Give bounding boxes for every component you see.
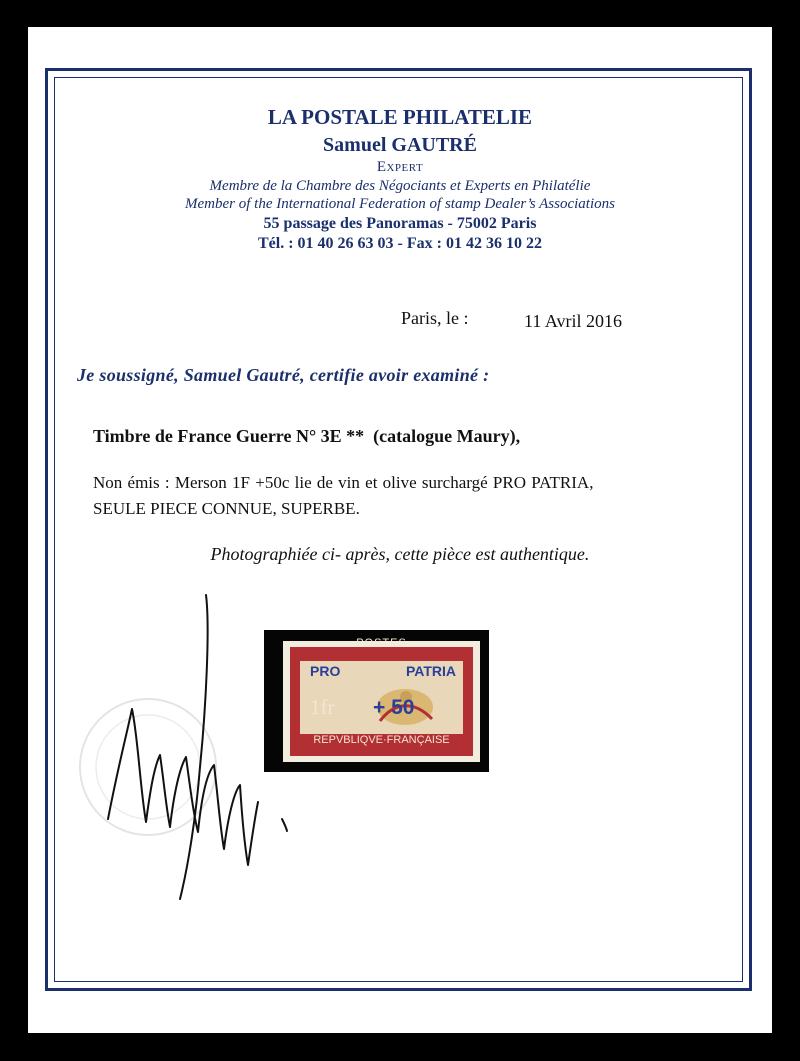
date-value: 11 Avril 2016 <box>524 311 622 331</box>
stamp-country-text: REPVBLIQVE·FRANÇAISE <box>313 734 450 746</box>
certification-statement: Je soussigné, Samuel Gautré, certifie avoir examiné : <box>77 365 490 385</box>
stamp-surcharge: + 50 <box>373 696 415 719</box>
phone-fax: Tél. : 01 40 26 63 03 - Fax : 01 42 36 10 22 <box>258 235 542 252</box>
membership-en: Member of the International Federation of stamp Dealer’s Associations <box>185 196 615 212</box>
item-description-line2: SEULE PIECE CONNUE, SUPERBE. <box>93 499 360 518</box>
stamp-overprint-patria: PATRIA <box>405 663 456 679</box>
company-name: LA POSTALE PHILATELIE <box>267 105 533 129</box>
certificate-sheet <box>28 27 772 1033</box>
item-title: Timbre de France Guerre N° 3E ** (catalogue Maury), <box>93 426 521 446</box>
stamp-value: 1fr <box>310 695 335 719</box>
expert-name: Samuel GAUTRÉ <box>323 134 477 156</box>
expert-title: Expert <box>376 159 424 175</box>
stamp-image <box>283 637 480 762</box>
stamp-postes-text: POSTES <box>356 637 407 649</box>
address: 55 passage des Panoramas - 75002 Paris <box>263 215 537 232</box>
date-label: Paris, le : <box>401 308 469 328</box>
photo-note: Photographiée ci- après, cette pièce est authentique. <box>210 544 590 564</box>
stamp-overprint-pro: PRO <box>310 663 341 679</box>
stamp-frame <box>290 637 473 756</box>
item-description-line1: Non émis : Merson 1F +50c lie de vin et olive surchargé PRO PATRIA, <box>93 473 594 492</box>
membership-fr: Membre de la Chambre des Négociants et Experts en Philatélie <box>209 178 591 194</box>
